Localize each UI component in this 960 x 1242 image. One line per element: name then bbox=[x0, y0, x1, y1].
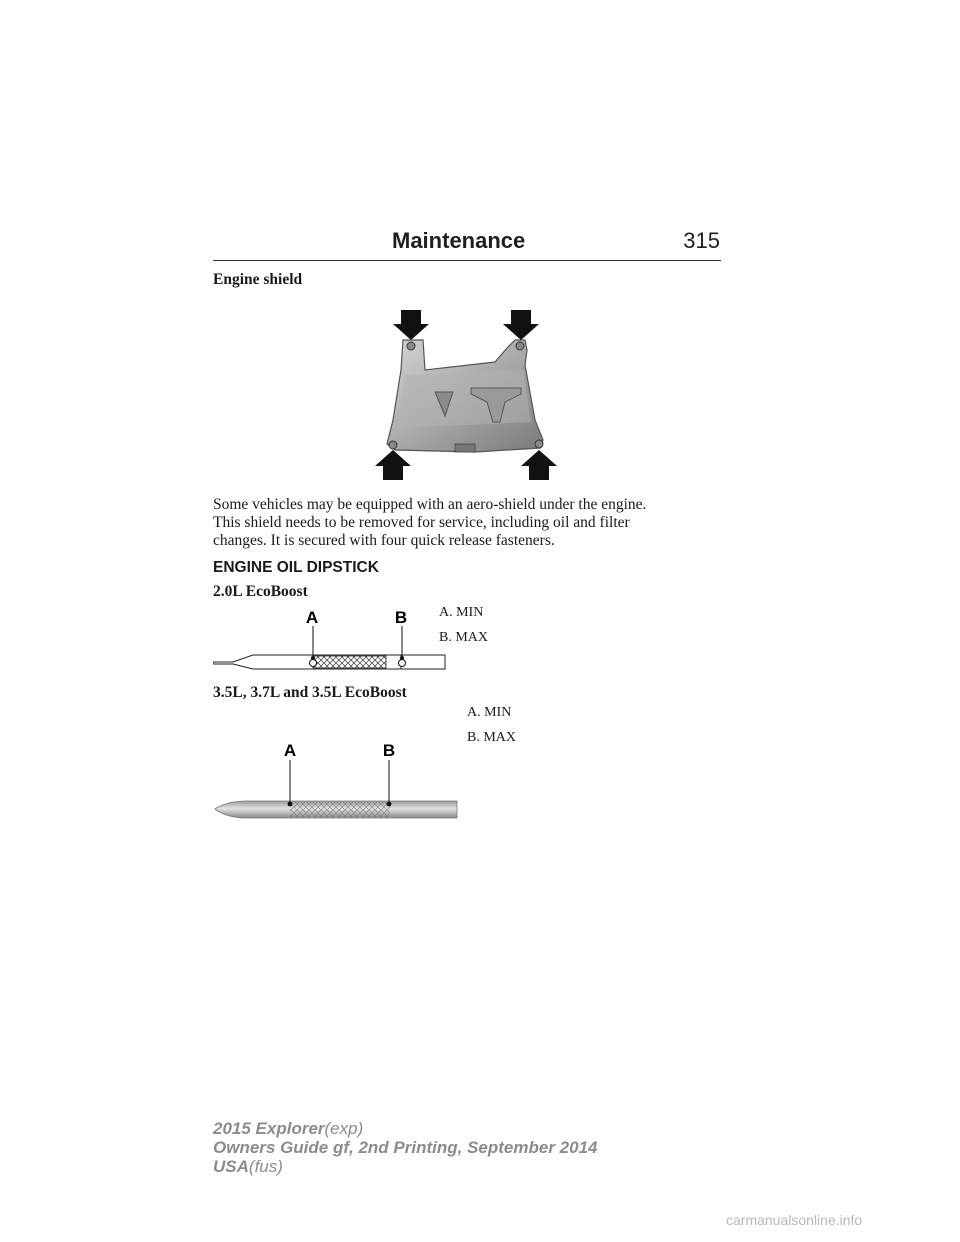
body-line: changes. It is secured with four quick release fasteners. bbox=[213, 532, 555, 549]
arrow-up-icon bbox=[375, 450, 411, 480]
arrow-down-icon bbox=[503, 310, 539, 340]
header-rule bbox=[213, 260, 721, 261]
callout-max: B. MAX bbox=[439, 630, 489, 645]
engine-shield-illustration bbox=[375, 310, 560, 482]
engine-shield-panel bbox=[387, 340, 543, 452]
document-footer bbox=[213, 1119, 597, 1176]
marker-b-label: B bbox=[382, 741, 396, 760]
arrow-up-icon bbox=[521, 450, 557, 480]
engine-shield-heading: Engine shield bbox=[213, 271, 303, 288]
footer-printing: Owners Guide gf, 2nd Printing, September 2014 bbox=[213, 1138, 598, 1157]
footer-market: USA bbox=[213, 1157, 249, 1176]
dipstick-section-heading: ENGINE OIL DIPSTICK bbox=[213, 559, 379, 576]
callout-min: A. MIN bbox=[467, 705, 512, 720]
marker-a-label: A bbox=[283, 741, 297, 760]
section-title: Maintenance bbox=[392, 228, 526, 253]
dipstick-body bbox=[215, 801, 457, 818]
footer-model: 2015 Explorer bbox=[213, 1119, 325, 1138]
callout-max: B. MAX bbox=[467, 730, 517, 745]
dipstick-3-5-diagram bbox=[213, 738, 461, 822]
callout-min: A. MIN bbox=[439, 605, 484, 620]
dipstick-2-0-diagram bbox=[213, 606, 453, 676]
engine-shield-body bbox=[213, 496, 723, 550]
body-line: Some vehicles may be equipped with an aero-shield under the engine. bbox=[213, 496, 647, 513]
body-line: This shield needs to be removed for service, including oil and filter bbox=[213, 514, 630, 531]
dipstick-variant-title: 3.5L, 3.7L and 3.5L EcoBoost bbox=[213, 684, 407, 701]
arrow-down-icon bbox=[393, 310, 429, 340]
page-number: 315 bbox=[683, 228, 720, 253]
dipstick-variant-title: 2.0L EcoBoost bbox=[213, 583, 308, 600]
marker-b-label: B bbox=[394, 608, 408, 627]
site-watermark: carmanualsonline.info bbox=[726, 1212, 863, 1228]
dipstick-body bbox=[213, 655, 445, 669]
footer-model-code: (exp) bbox=[324, 1119, 364, 1138]
footer-market-code: (fus) bbox=[248, 1157, 283, 1176]
marker-a-label: A bbox=[305, 608, 319, 627]
